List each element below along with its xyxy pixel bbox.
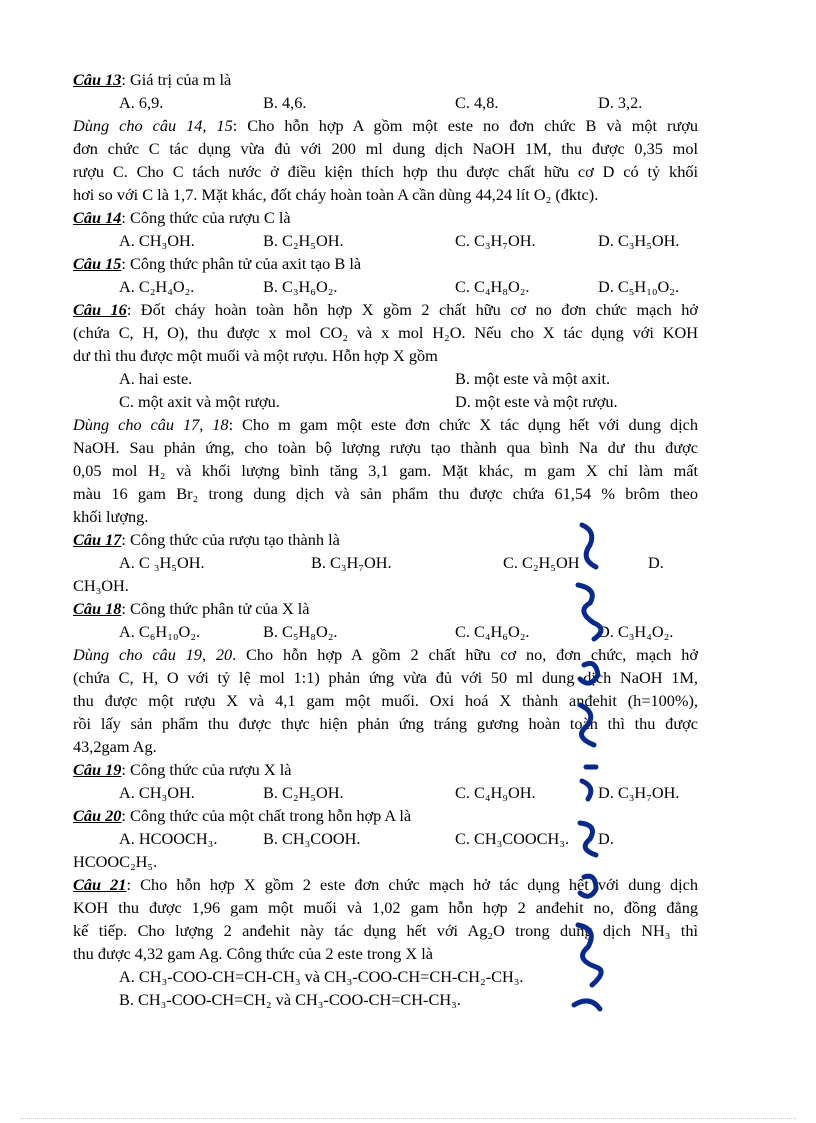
- intro-label: Dùng cho câu 17, 18: [73, 415, 229, 434]
- question-label: Câu 21: [73, 875, 127, 894]
- watermark-stroke: [574, 1001, 600, 1009]
- paragraph-text: 43,2gam Ag.: [73, 737, 157, 756]
- option-d: D. 3,2.: [598, 93, 643, 112]
- question-label: Câu 17: [73, 530, 122, 549]
- paragraph-line: [73, 321, 698, 344]
- options-row: [73, 367, 698, 390]
- option-a: A. C ₃H₅OH.: [119, 553, 205, 572]
- question-stem: : Công thức của rượu X là: [121, 760, 292, 779]
- intro-label: Dùng cho câu 14, 15: [73, 116, 233, 135]
- paragraph-line: [73, 482, 698, 505]
- options-row: [73, 390, 698, 413]
- option-c: C. C₂H₅OH: [503, 553, 580, 572]
- paragraph-text: : Cho m gam một este đơn chức X tác dụng hết với dung dịch: [228, 415, 698, 434]
- paragraph-text: 0,05 mol H₂ và khối lượng bình tăng 3,1 gam. Mặt khác, m gam X chỉ làm mất: [73, 461, 698, 480]
- question-line: [73, 206, 698, 229]
- page-bottom-rule: [20, 1118, 796, 1119]
- option-b: B. CH₃COOH.: [263, 829, 361, 848]
- paragraph-line: [73, 344, 698, 367]
- paragraph-text: . Cho hỗn hợp A gồm 2 chất hữu cơ no, đơn chức, mạch hở: [232, 645, 699, 664]
- paragraph-line: [73, 137, 698, 160]
- question-stem: : Công thức của một chất trong hỗn hợp A là: [121, 806, 412, 825]
- paragraph-text: : Đốt cháy hoàn toàn hỗn hợp X gồm 2 chất hữu cơ no đơn chức mạch hở: [126, 300, 698, 319]
- paragraph-line: [73, 436, 698, 459]
- option-d: D. C₅H₁₀O₂.: [598, 277, 680, 296]
- option-d: D. C₃H₇OH.: [598, 783, 680, 802]
- watermark-stroke: [578, 585, 601, 639]
- paragraph-text: (chứa C, H, O), thu được x mol CO₂ và x mol H₂O. Nếu cho X tác dụng với KOH: [73, 323, 698, 342]
- option-b: B. C₂H₅OH.: [263, 783, 344, 802]
- question-stem: : Công thức phân tử của axit tạo B là: [121, 254, 362, 273]
- paragraph-text: dư thì thu được một muối và một rượu. Hỗn hợp X gồm: [73, 346, 438, 365]
- option-a: A. 6,9.: [119, 93, 164, 112]
- option-left: A. hai este.: [119, 369, 193, 388]
- option-c: C. 4,8.: [455, 93, 499, 112]
- option-a: A. C₂H₄O₂.: [119, 277, 195, 296]
- paragraph-line: [73, 114, 698, 137]
- option-b: B. C₂H₅OH.: [263, 231, 344, 250]
- paragraph-text: : Cho hỗn hợp X gồm 2 este đơn chức mạch hở tác dụng hết với dung dịch: [126, 875, 698, 894]
- question-stem: : Công thức của rượu tạo thành là: [121, 530, 340, 549]
- paragraph-text: rồi lấy sản phẩm thu được thực hiện phản ứng tráng gương hoàn toàn thì thu được: [73, 714, 698, 733]
- option-right: D. một este và một rượu.: [455, 392, 618, 411]
- paragraph-text: màu 16 gam Br₂ trong dung dịch và sản phẩm thu được chứa 61,54 % brôm theo: [73, 484, 698, 503]
- question-stem: : Giá trị của m là: [121, 70, 232, 89]
- continuation-text: HCOOC₂H₅.: [73, 852, 158, 871]
- option-d: D. C₃H₅OH.: [598, 231, 680, 250]
- question-stem: : Công thức của rượu C là: [121, 208, 291, 227]
- paragraph-text: rượu C. Cho C tách nước ở điều kiện thích hợp thu được chất hữu cơ D có tỷ khối: [73, 162, 698, 181]
- option-a: A. HCOOCH₃.: [119, 829, 218, 848]
- watermark-stroke: [582, 525, 596, 567]
- paragraph-line: [73, 160, 698, 183]
- paragraph-line: [73, 183, 698, 206]
- watermark-stroke: [580, 823, 596, 855]
- question-label: Câu 15: [73, 254, 122, 273]
- paragraph-text: thu được 4,32 gam Ag. Công thức của 2 este trong X là: [73, 944, 433, 963]
- option-b: B. C₃H₆O₂.: [263, 277, 338, 296]
- question-label: Câu 18: [73, 599, 122, 618]
- paragraph-line: [73, 413, 698, 436]
- watermark-stroke: [580, 705, 594, 745]
- option-left: C. một axit và một rượu.: [119, 392, 280, 411]
- paragraph-text: hơi so với C là 1,7. Mặt khác, đốt cháy hoàn toàn A cần dùng 44,24 lít O₂ (đktc).: [73, 185, 599, 204]
- watermark-stroke: [578, 925, 601, 985]
- question-stem: : Công thức phân tử của X là: [121, 599, 310, 618]
- paragraph-text: : Cho hỗn hợp A gồm một este no đơn chức B và một rượu: [232, 116, 698, 135]
- options-row: [73, 229, 698, 252]
- paragraph-text: kế tiếp. Cho lượng 2 anđehit này tác dụng hết với Ag₂O trong dung dịch NH₃ thì: [73, 921, 698, 940]
- option-c: C. C₄H₉OH.: [455, 783, 536, 802]
- option-d: D.: [598, 829, 614, 848]
- answer-text: B. CH₃-COO-CH=CH₂ và CH₃-COO-CH=CH-CH₃.: [119, 990, 461, 1009]
- option-b: B. C₃H₇OH.: [311, 553, 392, 572]
- watermark-signature: [560, 505, 620, 1025]
- question-label: Câu 19: [73, 760, 122, 779]
- option-right: B. một este và một axit.: [455, 369, 611, 388]
- question-line: [73, 68, 698, 91]
- options-row: [73, 275, 698, 298]
- option-c: C. C₄H₈O₂.: [455, 277, 530, 296]
- option-a: A. CH₃OH.: [119, 231, 195, 250]
- watermark-stroke: [582, 767, 596, 799]
- question-label: Câu 13: [73, 70, 122, 89]
- paragraph-text: NaOH. Sau phản ứng, cho toàn bộ lượng rượu tạo thành qua bình Na dư thu được: [73, 438, 698, 457]
- paragraph-text: khối lượng.: [73, 507, 149, 526]
- option-c: C. C₄H₆O₂.: [455, 622, 530, 641]
- paragraph-text: đơn chức C tác dụng vừa đủ với 200 ml dung dịch NaOH 1M, thu được 0,35 mol: [73, 139, 698, 158]
- question-label: Câu 14: [73, 208, 122, 227]
- option-d: D. C₃H₄O₂.: [598, 622, 674, 641]
- paragraph-line: [73, 459, 698, 482]
- continuation-text: CH₃OH.: [73, 576, 129, 595]
- paragraph-text: KOH thu được 1,96 gam một muối và 1,02 gam hỗn hợp 2 anđehit no, đồng đẳng: [73, 898, 698, 917]
- watermark-stroke: [580, 663, 598, 683]
- question-label: Câu 20: [73, 806, 122, 825]
- watermark-stroke: [580, 876, 596, 896]
- option-b: B. 4,6.: [263, 93, 307, 112]
- option-d: D.: [648, 553, 664, 572]
- question-label: Câu 16: [73, 300, 127, 319]
- option-a: A. C₆H₁₀O₂.: [119, 622, 201, 641]
- intro-label: Dùng cho câu 19, 20: [73, 645, 233, 664]
- option-c: C. C₃H₇OH.: [455, 231, 536, 250]
- option-b: B. C₅H₈O₂.: [263, 622, 338, 641]
- paragraph-text: thu được một rượu X và 4,1 gam một muối. Oxi hoá X thành anđehit (h=100%),: [73, 691, 698, 710]
- option-a: A. CH₃OH.: [119, 783, 195, 802]
- paragraph-text: (chứa C, H, O với tỷ lệ mol 1:1) phản ứng vừa đủ với 50 ml dung dịch NaOH 1M,: [73, 668, 698, 687]
- paragraph-line: [73, 298, 698, 321]
- option-c: C. CH₃COOCH₃.: [455, 829, 570, 848]
- answer-text: A. CH₃-COO-CH=CH-CH₃ và CH₃-COO-CH=CH-CH₂-CH₃.: [119, 967, 524, 986]
- question-line: [73, 252, 698, 275]
- options-row: [73, 91, 698, 114]
